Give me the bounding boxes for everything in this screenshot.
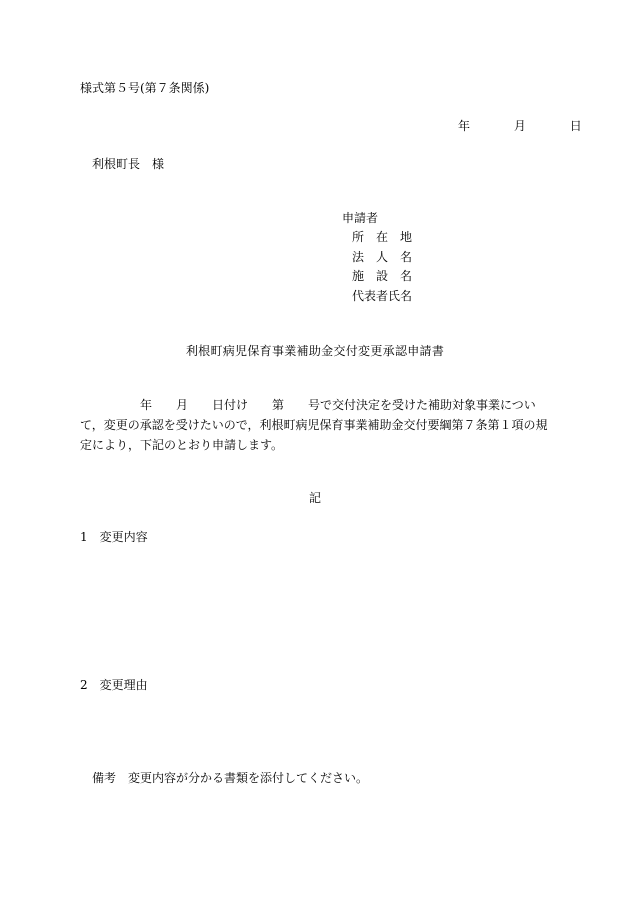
date-year-label: 年 xyxy=(458,119,471,133)
section-change-content: 1 変更内容 xyxy=(80,530,148,544)
addressee: 利根町長 様 xyxy=(92,157,165,171)
form-number: 様式第５号(第７条関係) xyxy=(80,81,210,95)
date-month-label: 月 xyxy=(513,119,526,133)
applicant-fields xyxy=(352,229,412,307)
remarks-note: 備考 変更内容が分かる書類を添付してください。 xyxy=(92,771,369,785)
applicant-field-representative-name: 代表者氏名 xyxy=(352,288,413,303)
applicant-field-address: 所 在 地 xyxy=(352,230,413,244)
applicant-field-corporation-name: 法 人 名 xyxy=(352,249,413,264)
date-day-label: 日 xyxy=(569,119,582,133)
body-paragraph: 年 月 日付け 第 号で交付決定を受けた補助対象事業について，変更の承認を受けたいので，利根町病児保育事業補助金交付要綱第７条第１項の規定により，下記のとおり申請します。 xyxy=(80,398,548,452)
applicant-field-facility-name: 施 設 名 xyxy=(352,269,413,283)
section-change-reason: 2 変更理由 xyxy=(80,678,148,692)
ki-heading: 記 xyxy=(308,491,321,505)
document-title: 利根町病児保育事業補助金交付変更承認申請書 xyxy=(185,344,445,358)
date-line xyxy=(458,118,582,135)
applicant-label: 申請者 xyxy=(342,211,379,225)
